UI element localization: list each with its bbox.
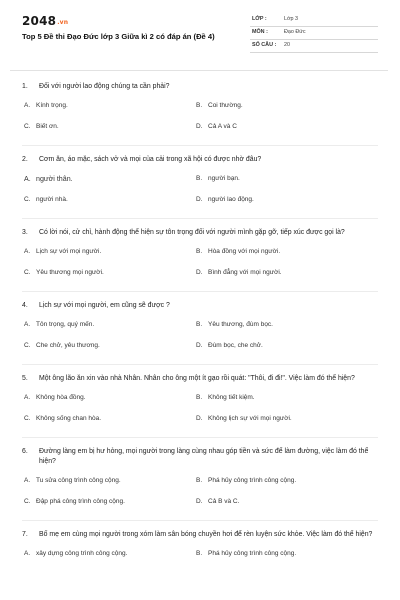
grade-label: LỚP :: [252, 16, 267, 22]
option-text: người lao động.: [208, 196, 254, 203]
option-text: người thân.: [36, 175, 73, 183]
option-row: [22, 498, 378, 519]
option-b[interactable]: [194, 550, 366, 571]
question-stem: [22, 447, 378, 467]
option-row: [22, 175, 378, 196]
page-header: [0, 0, 400, 72]
option-letter: C.: [24, 342, 31, 349]
answer-options: [22, 102, 378, 144]
option-text: người bạn.: [208, 175, 240, 182]
option-letter: B.: [196, 394, 203, 401]
option-c[interactable]: [22, 498, 194, 519]
option-text: xây dựng công trình công cộng.: [36, 550, 128, 557]
option-b[interactable]: [194, 102, 366, 123]
grade-value: Lớp 3: [284, 16, 299, 22]
option-a[interactable]: [22, 321, 194, 342]
question-text: Lịch sự với mọi người, em cũng sẽ được ?: [39, 302, 170, 309]
question-number: 7.: [22, 531, 28, 538]
option-text: Phá hủy công trình công cộng.: [208, 477, 297, 484]
exam-info-subject: [250, 27, 378, 40]
option-text: Bình đẳng với mọi người.: [208, 269, 282, 276]
option-letter: A.: [24, 248, 31, 255]
option-letter: C.: [24, 196, 31, 203]
option-letter: D.: [196, 269, 203, 276]
option-d[interactable]: [194, 342, 366, 363]
question-text: Một ông lão ăn xin vào nhà Nhân. Nhân cho ông một ít gạo rồi quát: "Thôi, đi đi!". Việc làm đó thể hiện?: [39, 375, 355, 382]
question-number: 2.: [22, 156, 28, 163]
option-text: Tôn trọng, quý mến.: [36, 321, 95, 328]
question-number: 5.: [22, 375, 28, 382]
option-letter: C.: [24, 269, 31, 276]
option-letter: D.: [196, 123, 203, 130]
question-4: [0, 301, 400, 365]
answer-options: [22, 321, 378, 363]
question-count-label: SỐ CÂU :: [252, 42, 277, 48]
option-b[interactable]: [194, 321, 366, 342]
option-text: Kính trọng.: [36, 102, 68, 109]
answer-options: [22, 248, 378, 290]
question-divider: [22, 291, 378, 292]
answer-options: [22, 394, 378, 436]
option-letter: D.: [196, 415, 203, 422]
option-letter: B.: [196, 248, 203, 255]
option-letter: D.: [196, 342, 203, 349]
option-a[interactable]: [22, 175, 194, 196]
option-d[interactable]: [194, 196, 366, 217]
option-letter: B.: [196, 102, 203, 109]
question-divider: [22, 145, 378, 146]
page-title: Top 5 Đề thi Đạo Đức lớp 3 Giữa kì 2 có đáp án (Đề 4): [22, 32, 215, 41]
question-stem: [22, 228, 378, 238]
option-text: Biết ơn.: [36, 123, 59, 130]
option-row: [22, 248, 378, 269]
option-text: Hòa đồng với mọi người.: [208, 248, 281, 255]
option-letter: D.: [196, 196, 203, 203]
subject-label: MÔN :: [252, 29, 268, 35]
option-a[interactable]: [22, 394, 194, 415]
option-text: Đập phá công trình công cộng.: [36, 498, 125, 505]
option-c[interactable]: [22, 196, 194, 217]
question-stem: [22, 301, 378, 311]
question-number: 1.: [22, 83, 28, 90]
option-letter: B.: [196, 477, 203, 484]
question-2: [0, 155, 400, 219]
option-d[interactable]: [194, 415, 366, 436]
option-letter: A.: [24, 394, 31, 401]
logo-text: 2048: [22, 14, 57, 28]
option-letter: B.: [196, 550, 203, 557]
exam-info-count: [250, 40, 378, 53]
option-text: người nhà.: [36, 196, 68, 203]
option-row: [22, 394, 378, 415]
option-text: Che chở, yêu thương.: [36, 342, 100, 349]
option-letter: B.: [196, 321, 203, 328]
question-text: Đường làng em bị hư hỏng, mọi người trong làng cùng nhau góp tiền và sức để làm đường, việc làm đó thể hiện?: [39, 448, 369, 465]
site-logo[interactable]: [22, 14, 68, 28]
exam-info-table: [250, 14, 378, 53]
answer-options: [22, 550, 378, 571]
subject-value: Đạo Đức: [284, 29, 306, 35]
option-letter: A.: [24, 102, 31, 109]
question-text: Cơm ăn, áo mặc, sách vở và mọi của cải trong xã hội có được nhờ đâu?: [39, 156, 262, 163]
question-list: [0, 82, 400, 571]
question-6: [0, 447, 400, 521]
option-row: [22, 321, 378, 342]
option-letter: A.: [24, 550, 31, 557]
option-row: [22, 415, 378, 436]
question-divider: [22, 437, 378, 438]
option-letter: A.: [24, 477, 31, 484]
option-row: [22, 102, 378, 123]
option-text: Cả B và C.: [208, 498, 240, 505]
option-a[interactable]: [22, 102, 194, 123]
option-d[interactable]: [194, 123, 366, 144]
question-stem: [22, 374, 378, 384]
option-text: Coi thường.: [208, 102, 243, 109]
option-c[interactable]: [22, 415, 194, 436]
option-text: Không hòa đồng.: [36, 394, 86, 401]
question-7: [0, 530, 400, 571]
option-c[interactable]: [22, 123, 194, 144]
question-stem: [22, 82, 378, 92]
option-text: Đùm bọc, che chở.: [208, 342, 263, 349]
question-text: Có lời nói, cử chỉ, hành động thể hiện sự tôn trọng đối với người mình gặp gỡ, tiếp xúc được gọi là?: [39, 229, 345, 236]
option-a[interactable]: [22, 477, 194, 498]
option-text: Cả A và C: [208, 123, 237, 130]
question-1: [0, 82, 400, 146]
option-b[interactable]: [194, 477, 366, 498]
answer-options: [22, 175, 378, 217]
question-text: Đối với người lao động chúng ta cần phải?: [39, 83, 170, 90]
option-a[interactable]: [22, 550, 194, 571]
question-divider: [22, 364, 378, 365]
logo-suffix: .vn: [57, 19, 69, 26]
question-number: 3.: [22, 229, 28, 236]
question-count-value: 20: [284, 42, 290, 48]
question-divider: [22, 218, 378, 219]
question-text: Bố mẹ em cùng mọi người trong xóm làm sân bóng chuyền hơi để rèn luyện sức khỏe. Việc làm đó thể hiện?: [39, 531, 373, 538]
question-5: [0, 374, 400, 438]
option-row: [22, 550, 378, 571]
answer-options: [22, 477, 378, 519]
question-number: 6.: [22, 448, 28, 455]
option-b[interactable]: [194, 175, 366, 196]
question-stem: [22, 530, 378, 540]
option-letter: C.: [24, 415, 31, 422]
option-letter: B.: [196, 175, 203, 182]
option-row: [22, 196, 378, 217]
option-text: Phá hủy công trình công cộng.: [208, 550, 297, 557]
option-letter: C.: [24, 498, 31, 505]
question-divider: [22, 520, 378, 521]
option-text: Không tiết kiệm.: [208, 394, 255, 401]
option-text: Yêu thương mọi người.: [36, 269, 104, 276]
option-text: Lịch sự với mọi người.: [36, 248, 102, 255]
header-divider: [10, 70, 388, 71]
option-letter: A.: [24, 321, 31, 328]
question-stem: [22, 155, 378, 165]
option-c[interactable]: [22, 269, 194, 290]
option-letter: D.: [196, 498, 203, 505]
option-a[interactable]: [22, 248, 194, 269]
option-text: Tu sửa công trình công cộng.: [36, 477, 121, 484]
option-row: [22, 342, 378, 363]
question-3: [0, 228, 400, 292]
option-row: [22, 477, 378, 498]
option-b[interactable]: [194, 248, 366, 269]
option-letter: A.: [24, 175, 31, 183]
option-b[interactable]: [194, 394, 366, 415]
option-text: Không lịch sự với mọi người.: [208, 415, 292, 422]
option-row: [22, 269, 378, 290]
option-d[interactable]: [194, 269, 366, 290]
exam-info-grade: [250, 14, 378, 27]
option-row: [22, 123, 378, 144]
option-text: Không sống chan hòa.: [36, 415, 102, 422]
question-number: 4.: [22, 302, 28, 309]
option-d[interactable]: [194, 498, 366, 519]
option-c[interactable]: [22, 342, 194, 363]
option-letter: C.: [24, 123, 31, 130]
option-text: Yêu thương, đùm bọc.: [208, 321, 273, 328]
